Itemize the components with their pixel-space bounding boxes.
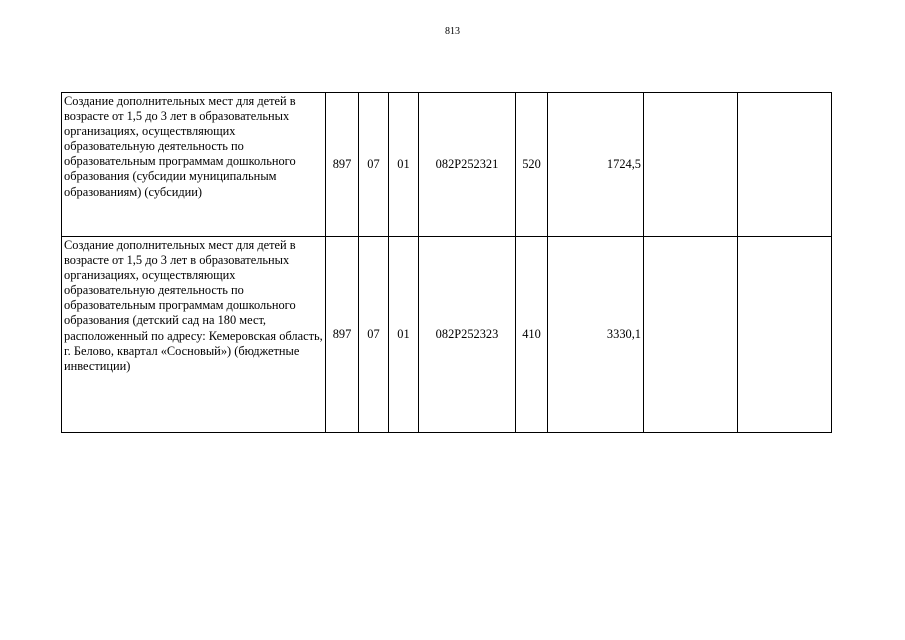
expense-type-cell: 410 — [516, 237, 548, 433]
row-name-cell: Создание дополнительных мест для детей в возрасте от 1,5 до 3 лет в образовательных организациях, осуществляющих образовательную деятельность по образовательным программам дошкольного образования (субсидии муниципальным образованиям) (субсидии) — [62, 93, 326, 237]
expense-type-cell: 520 — [516, 93, 548, 237]
table-row — [62, 237, 832, 433]
row-name-cell: Создание дополнительных мест для детей в возрасте от 1,5 до 3 лет в образовательных организациях, осуществляющих образовательную деятельность по образовательным программам дошкольного образования (детский сад на 180 мест, расположенный по адресу: Кемеровская область, г. Белово, квартал «Сосновый») (бюджетные инвестиции) — [62, 237, 326, 433]
amount-cell-2 — [644, 237, 738, 433]
page-number: 813 — [445, 26, 460, 37]
subsection-code-cell: 01 — [389, 93, 419, 237]
amount-cell: 3330,1 — [548, 237, 644, 433]
amount-cell-3 — [738, 237, 832, 433]
subsection-code-cell: 01 — [389, 237, 419, 433]
section-code-cell: 07 — [359, 93, 389, 237]
target-article-cell: 082Р252323 — [419, 237, 516, 433]
target-article-cell: 082P252321 — [419, 93, 516, 237]
section-code-cell: 07 — [359, 237, 389, 433]
ministry-code-cell: 897 — [326, 93, 359, 237]
table-row — [62, 93, 832, 237]
ministry-code-cell: 897 — [326, 237, 359, 433]
amount-cell: 1724,5 — [548, 93, 644, 237]
amount-cell-3 — [738, 93, 832, 237]
amount-cell-2 — [644, 93, 738, 237]
budget-table — [61, 92, 832, 433]
